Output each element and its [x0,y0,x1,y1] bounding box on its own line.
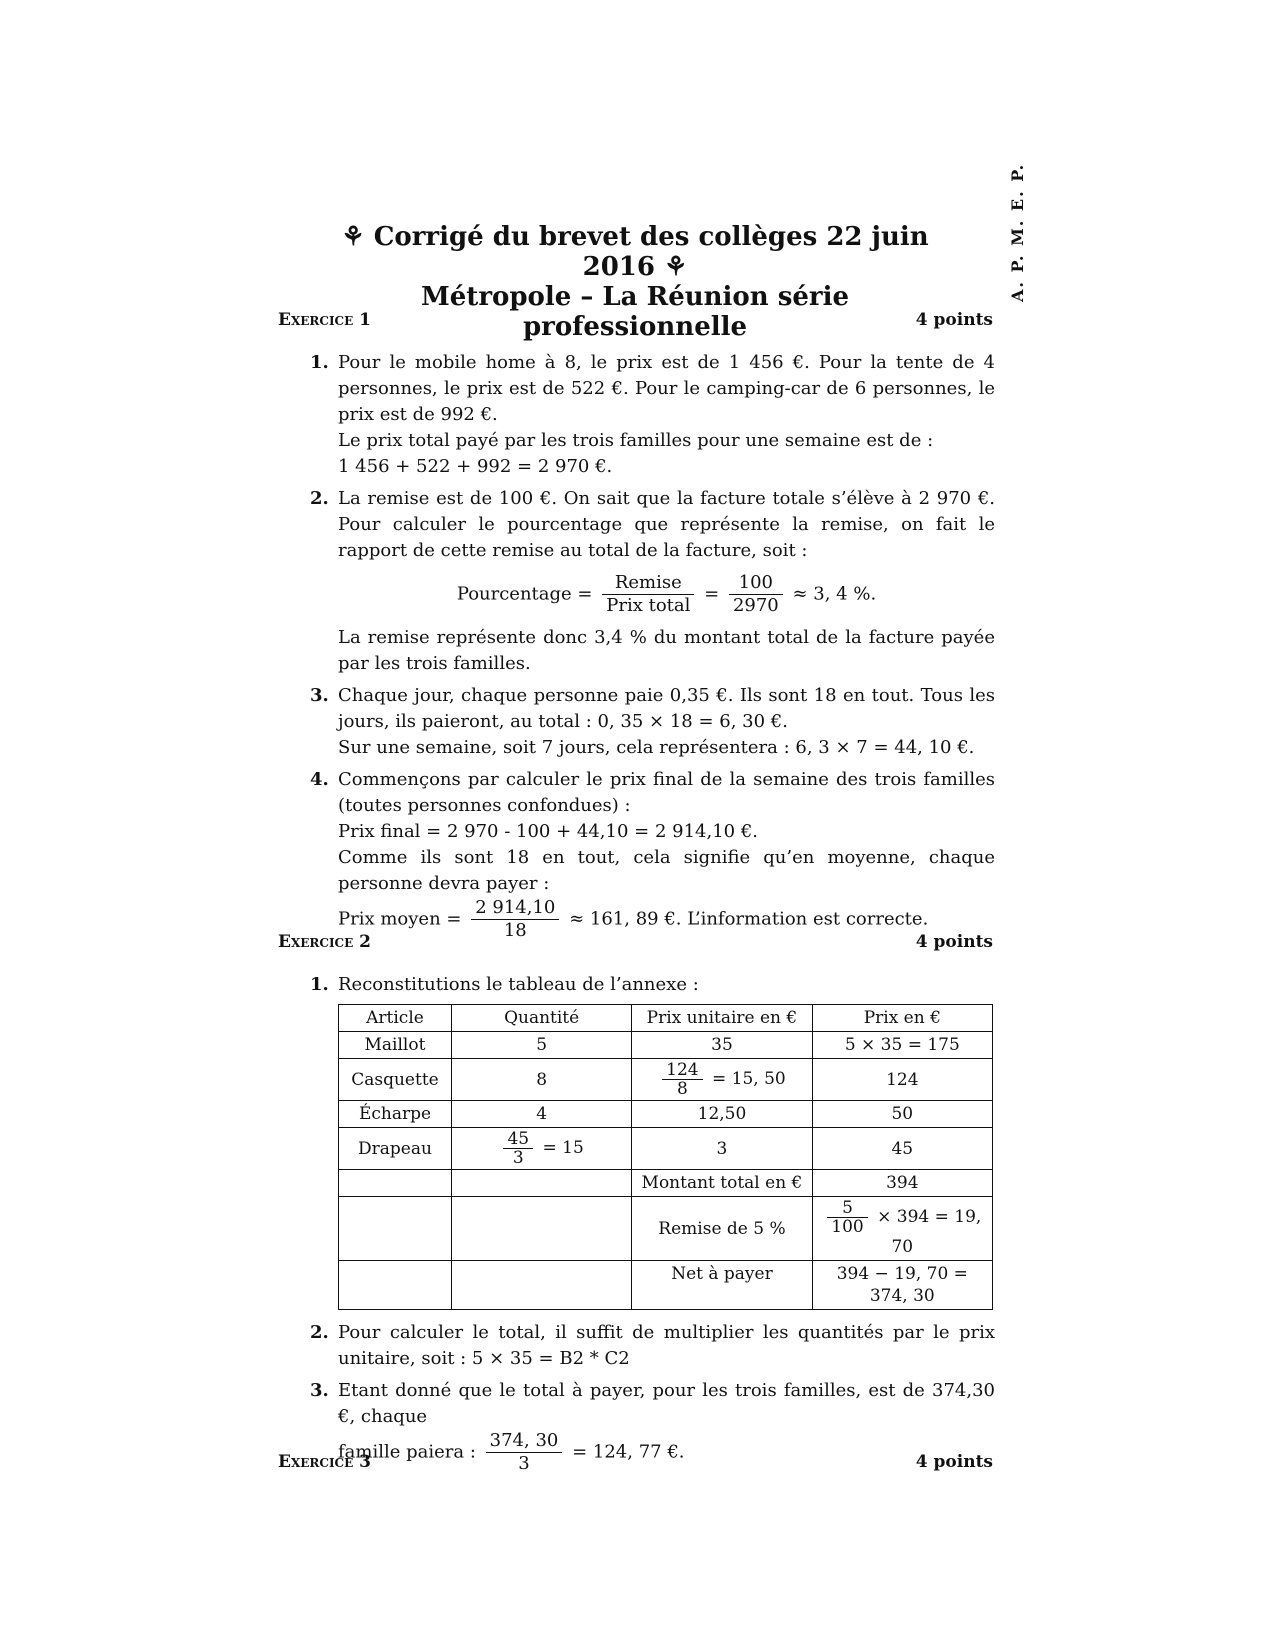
paragraph: La remise représente donc 3,4 % du montant total de la facture payée par les trois familles. [338,627,995,674]
annexe-table [338,1004,993,1310]
table-row [339,1261,993,1310]
fraction-denominator: 8 [676,1079,688,1099]
fraction-denominator: 2970 [732,595,779,616]
table-cell: 4 [451,1101,631,1128]
table-header-row [339,1005,993,1032]
table-row [339,1197,993,1261]
table-cell [632,1059,812,1101]
table-cell [451,1128,631,1170]
paragraph: La remise est de 100 €. On sait que la facture totale s’élève à 2 970 €. Pour calculer le pourcentage que représente la remise, on fait le rapport de cette remise au total de la facture, soit : [338,488,995,561]
table-cell: 5 × 35 = 175 [812,1032,992,1059]
column-header: Quantité [451,1005,631,1032]
table-cell [451,1197,631,1261]
exercise-2-header [278,932,993,952]
table-cell: Drapeau [339,1128,452,1170]
table-cell: 35 [632,1032,812,1059]
column-header: Prix unitaire en € [632,1005,812,1032]
table-cell [339,1170,452,1197]
table-cell: 394 [812,1170,992,1197]
fraction [602,572,694,617]
table-cell [451,1261,631,1310]
question-number: 3. [310,685,329,706]
paragraph: Commençons par calculer le prix final de la semaine des trois familles (toutes personnes confondues) : [338,769,995,816]
table-cell [812,1197,992,1261]
table-cell: 50 [812,1101,992,1128]
column-header: Article [339,1005,452,1032]
fraction-numerator: 124 [662,1061,702,1080]
apmep-side-label: A. P. M. E. P. [1008,162,1027,302]
eq-rhs: ≈ 3, 4 %. [792,583,877,605]
exercise-2-points: 4 points [915,932,993,952]
table-cell: 394 − 19, 70 = 374, 30 [812,1261,992,1310]
paragraph: Prix final = 2 970 - 100 + 44,10 = 2 914,10 €. [338,821,759,842]
fraction-numerator: 2 914,10 [471,897,559,920]
eq-mid: = [704,583,720,605]
cell-text: = 15, 50 [712,1069,786,1089]
fraction-denominator: 3 [512,1148,524,1168]
eq-lhs: Prix moyen = [338,908,462,930]
table-cell: Net à payer [632,1261,812,1310]
fraction [662,1061,702,1098]
cell-text: × 394 = 19, 70 [877,1207,982,1257]
exercise-3-title: Exercice 3 [278,1452,371,1472]
question-number: 1. [310,352,329,373]
eq-rhs: ≈ 161, 89 €. L’information est correcte. [569,908,929,930]
question-number: 1. [310,974,329,995]
paragraph: Chaque jour, chaque personne paie 0,35 €. Ils sont 18 en tout. Tous les jours, ils paieront, au total : 0, 35 × 18 = 6, 30 €. [338,685,995,732]
table-cell: 8 [451,1059,631,1101]
fraction [729,572,783,617]
table-cell [451,1170,631,1197]
table-cell: Casquette [339,1059,452,1101]
table-cell: Écharpe [339,1101,452,1128]
ex2-question-2 [310,1320,995,1372]
fraction-denominator: Prix total [606,595,691,616]
fraction-numerator: 100 [729,572,783,595]
paragraph: Sur une semaine, soit 7 jours, cela représentera : 6, 3 × 7 = 44, 10 €. [338,737,975,758]
table-row [339,1032,993,1059]
exercise-2-title: Exercice 2 [278,932,371,952]
fraction-denominator: 18 [503,920,527,941]
table-row [339,1128,993,1170]
ex1-question-1 [310,350,995,480]
question-number: 3. [310,1380,329,1401]
ex1-question-4 [310,767,995,942]
eq-lhs: famille paiera : [338,1441,476,1463]
fraction-numerator: 374, 30 [486,1430,563,1453]
ex1-question-3 [310,683,995,761]
fraction-numerator: 45 [503,1130,533,1149]
table-cell [339,1261,452,1310]
ex1-question-2 [310,486,995,677]
paragraph: Reconstitutions le tableau de l’annexe : [338,974,699,995]
percentage-equation [338,572,995,617]
title-line-1: ⚘ Corrigé du brevet des collèges 22 juin 2016 ⚘ [341,222,929,282]
table-row [339,1059,993,1101]
exercise-1-body [310,350,995,948]
question-number: 2. [310,1322,329,1343]
exercise-1-points: 4 points [915,310,993,330]
paragraph: Comme ils sont 18 en tout, cela signifie qu’en moyenne, chaque personne devra payer : [338,847,995,894]
table-cell: 45 [812,1128,992,1170]
fraction-numerator: Remise [602,572,694,595]
question-number: 4. [310,769,329,790]
fraction [827,1199,867,1236]
table-row [339,1170,993,1197]
table-cell: Maillot [339,1032,452,1059]
title-line-2: Métropole – La Réunion série professionnelle [420,282,850,342]
table-cell: 5 [451,1032,631,1059]
table-cell: 3 [632,1128,812,1170]
paragraph: Etant donné que le total à payer, pour les trois familles, est de 374,30 €, chaque [338,1380,995,1427]
exercise-3-points: 4 points [915,1452,993,1472]
fraction [503,1130,533,1167]
table-cell [339,1197,452,1261]
table-row [339,1101,993,1128]
table-cell: 124 [812,1059,992,1101]
exercise-2-body [310,972,995,1481]
exercise-3-header [278,1452,993,1472]
paragraph: Pour calculer le total, il suffit de multiplier les quantités par le prix unitaire, soit : 5 × 35 = B2 * C2 [338,1322,995,1369]
question-number: 2. [310,488,329,509]
paragraph: Pour le mobile home à 8, le prix est de 1 456 €. Pour la tente de 4 personnes, le prix est de 522 €. Pour le camping-car de 6 personnes, le prix est de 992 €. [338,352,995,425]
eq-lhs: Pourcentage = [456,583,593,605]
fraction-denominator: 100 [831,1217,864,1237]
exercise-1-title: Exercice 1 [278,310,371,330]
fraction-denominator: 3 [518,1453,530,1474]
table-cell: Remise de 5 % [632,1197,812,1261]
cell-text: = 15 [542,1138,584,1158]
exercise-1-header [278,310,993,330]
paragraph: 1 456 + 522 + 992 = 2 970 €. [338,456,613,477]
eq-rhs: = 124, 77 €. [572,1441,685,1463]
column-header: Prix en € [812,1005,992,1032]
table-cell: 12,50 [632,1101,812,1128]
ex2-question-1 [310,972,995,1310]
fraction-numerator: 5 [827,1199,867,1218]
table-cell: Montant total en € [632,1170,812,1197]
paragraph: Le prix total payé par les trois familles pour une semaine est de : [338,430,934,451]
